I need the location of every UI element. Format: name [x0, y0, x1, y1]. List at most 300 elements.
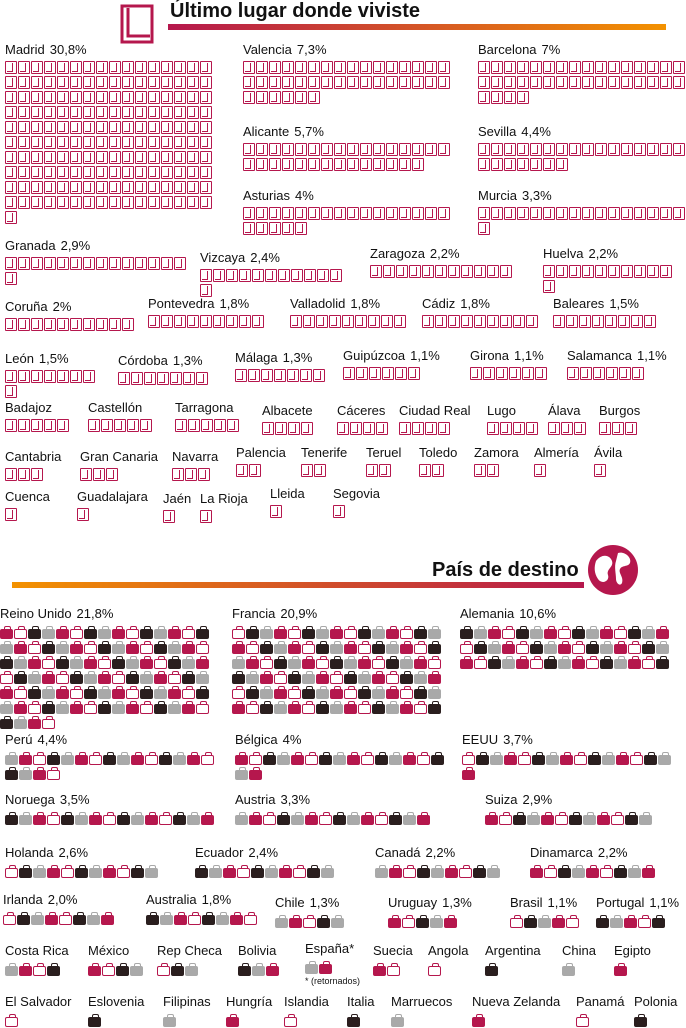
icon-group — [236, 464, 296, 479]
suitcase-icon — [445, 868, 458, 878]
item-name: Navarra — [172, 449, 219, 464]
icon-group — [543, 265, 683, 295]
suitcase-icon — [101, 915, 114, 925]
book-icon — [412, 158, 424, 171]
suitcase-icon — [173, 755, 186, 765]
suitcase-icon — [28, 644, 41, 654]
item-label — [5, 299, 135, 314]
item-name: España* — [305, 941, 355, 956]
suitcase-icon — [562, 966, 575, 976]
book-icon — [239, 315, 251, 328]
book-icon — [412, 207, 424, 220]
suitcase-icon — [279, 868, 292, 878]
globe-icon — [586, 543, 640, 597]
suitcase-icon — [140, 659, 153, 669]
book-icon — [83, 370, 95, 383]
item-name: Badajoz — [5, 400, 52, 415]
pictogram-item — [333, 486, 380, 520]
book-icon — [612, 422, 624, 435]
pictogram-item — [5, 845, 185, 879]
book-icon — [70, 91, 82, 104]
item-name: Panamá — [576, 994, 625, 1009]
suitcase-icon — [47, 755, 60, 765]
suitcase-icon — [386, 689, 399, 699]
pictogram-item — [510, 895, 590, 929]
suitcase-icon — [274, 629, 287, 639]
icon-group — [163, 510, 203, 525]
item-label — [262, 403, 332, 418]
book-icon — [474, 265, 486, 278]
book-icon — [360, 61, 372, 74]
book-icon — [530, 207, 542, 220]
item-name: Suiza — [485, 792, 518, 807]
book-icon — [368, 315, 380, 328]
suitcase-icon — [117, 815, 130, 825]
pictogram-item — [576, 994, 636, 1028]
icon-group — [462, 751, 682, 781]
item-name: Barcelona — [478, 42, 537, 57]
suitcase-icon — [600, 868, 613, 878]
book-icon — [308, 61, 320, 74]
book-icon — [334, 76, 346, 89]
book-icon — [174, 121, 186, 134]
suitcase-icon — [333, 755, 346, 765]
suitcase-icon — [307, 868, 320, 878]
item-name: Lugo — [487, 403, 516, 418]
book-icon — [96, 91, 108, 104]
suitcase-icon — [490, 755, 503, 765]
book-icon — [5, 196, 17, 209]
item-name: Valencia — [243, 42, 292, 57]
item-name: Valladolid — [290, 296, 346, 311]
book-icon — [360, 158, 372, 171]
pictogram-item — [236, 445, 296, 479]
icon-group — [148, 315, 268, 330]
suitcase-icon — [428, 689, 441, 699]
book-icon — [31, 91, 43, 104]
pictogram-item — [163, 994, 233, 1028]
book-icon — [161, 121, 173, 134]
suitcase-icon — [541, 815, 554, 825]
book-icon — [57, 257, 69, 270]
item-percent: 5,7% — [294, 124, 324, 139]
pictogram-item — [5, 792, 225, 826]
suitcase-icon — [389, 868, 402, 878]
suitcase-icon — [19, 755, 32, 765]
book-icon — [347, 207, 359, 220]
suitcase-icon — [431, 755, 444, 765]
suitcase-icon — [89, 815, 102, 825]
book-icon — [96, 136, 108, 149]
suitcase-icon — [444, 918, 457, 928]
suitcase-icon — [33, 868, 46, 878]
item-name: Francia — [232, 606, 276, 621]
book-icon — [83, 181, 95, 194]
book-icon — [300, 369, 312, 382]
item-name: México — [88, 943, 130, 958]
icon-group — [200, 269, 350, 299]
book-icon — [148, 76, 160, 89]
book-icon — [31, 370, 43, 383]
suitcase-icon — [195, 868, 208, 878]
book-icon — [200, 61, 212, 74]
suitcase-icon — [488, 644, 501, 654]
suitcase-icon — [160, 915, 173, 925]
book-icon — [282, 143, 294, 156]
item-percent: 1,5% — [38, 351, 69, 366]
book-icon — [621, 207, 633, 220]
book-icon — [567, 367, 579, 380]
item-name: Baleares — [553, 296, 605, 311]
suitcase-icon — [358, 659, 371, 669]
book-icon — [77, 508, 89, 521]
book-icon — [295, 143, 307, 156]
suitcase-icon — [319, 755, 332, 765]
suitcase-icon — [358, 629, 371, 639]
item-percent: 2,6% — [58, 845, 89, 860]
book-icon — [174, 166, 186, 179]
book-icon — [187, 166, 199, 179]
book-icon — [256, 143, 268, 156]
suitcase-icon — [140, 644, 153, 654]
book-icon — [282, 207, 294, 220]
icon-group — [5, 370, 105, 400]
book-icon — [386, 76, 398, 89]
book-icon — [96, 257, 108, 270]
item-name: Ciudad Real — [399, 403, 471, 418]
book-icon — [70, 166, 82, 179]
book-icon — [18, 76, 30, 89]
suitcase-icon — [597, 815, 610, 825]
book-icon — [321, 158, 333, 171]
item-percent: 1,8% — [460, 296, 490, 311]
item-percent: 2,9% — [522, 792, 553, 807]
suitcase-icon — [474, 644, 487, 654]
item-name: Noruega — [5, 792, 55, 807]
suitcase-icon — [344, 644, 357, 654]
suitcase-icon — [14, 644, 27, 654]
item-name: Teruel — [366, 445, 402, 460]
item-name: Italia — [347, 994, 375, 1009]
pictogram-item — [157, 943, 237, 977]
book-icon — [316, 315, 328, 328]
item-label — [80, 449, 158, 464]
suitcase-icon — [260, 674, 273, 684]
book-icon — [88, 419, 100, 432]
book-icon — [556, 61, 568, 74]
suitcase-icon — [583, 815, 596, 825]
book-icon — [383, 265, 395, 278]
suitcase-icon — [126, 704, 139, 714]
suitcase-icon — [403, 815, 416, 825]
book-icon — [109, 76, 121, 89]
suitcase-icon — [112, 689, 125, 699]
book-icon — [44, 166, 56, 179]
suitcase-icon — [89, 868, 102, 878]
icon-group — [175, 419, 245, 434]
book-icon — [5, 106, 17, 119]
book-icon — [595, 207, 607, 220]
book-icon — [425, 61, 437, 74]
book-icon — [31, 136, 43, 149]
book-icon — [161, 76, 173, 89]
suitcase-icon — [642, 629, 655, 639]
book-icon — [109, 61, 121, 74]
book-icon — [582, 265, 594, 278]
book-icon — [608, 207, 620, 220]
book-icon — [131, 372, 143, 385]
suitcase-icon — [159, 815, 172, 825]
book-icon — [161, 136, 173, 149]
book-icon — [543, 61, 555, 74]
book-icon — [517, 207, 529, 220]
book-icon — [174, 151, 186, 164]
item-label — [634, 994, 686, 1009]
book-icon — [647, 76, 659, 89]
item-label — [3, 892, 143, 907]
book-icon — [634, 143, 646, 156]
item-name: Zamora — [474, 445, 519, 460]
book-icon — [70, 106, 82, 119]
book-icon — [18, 61, 30, 74]
book-icon — [135, 166, 147, 179]
suitcase-icon — [130, 966, 143, 976]
book-icon — [399, 143, 411, 156]
book-icon — [5, 370, 17, 383]
icon-group — [553, 315, 673, 330]
book-icon — [269, 61, 281, 74]
suitcase-icon — [358, 704, 371, 714]
item-label — [478, 124, 686, 139]
item-label — [243, 188, 453, 203]
icon-group — [388, 914, 498, 929]
item-name: Segovia — [333, 486, 380, 501]
pictogram-item — [172, 449, 242, 483]
suitcase-icon — [226, 1017, 239, 1027]
suitcase-icon — [232, 674, 245, 684]
item-percent: 1,8% — [350, 296, 381, 311]
pictogram-item — [200, 491, 248, 525]
item-name: La Rioja — [200, 491, 248, 506]
item-label — [422, 296, 542, 311]
suitcase-icon — [201, 755, 214, 765]
book-icon — [632, 367, 644, 380]
item-label — [235, 732, 455, 747]
suitcase-icon — [400, 629, 413, 639]
item-percent: 2,4% — [248, 845, 279, 860]
suitcase-icon — [502, 629, 515, 639]
book-icon — [174, 196, 186, 209]
suitcase-icon — [472, 1017, 485, 1027]
book-icon — [432, 464, 444, 477]
book-icon — [673, 76, 685, 89]
item-label — [343, 348, 443, 363]
item-name: Ávila — [594, 445, 623, 460]
suitcase-icon — [400, 704, 413, 714]
book-icon — [200, 510, 212, 523]
book-icon — [321, 76, 333, 89]
book-icon — [18, 106, 30, 119]
suitcase-icon — [196, 704, 209, 714]
suitcase-icon — [600, 644, 613, 654]
suitcase-icon — [182, 659, 195, 669]
item-label — [594, 445, 654, 460]
pictogram-item — [270, 486, 310, 520]
book-icon — [399, 158, 411, 171]
suitcase-icon — [305, 964, 318, 974]
book-icon — [187, 106, 199, 119]
item-label — [333, 486, 380, 501]
item-percent: 20,9% — [280, 606, 318, 621]
suitcase-icon — [126, 674, 139, 684]
book-icon — [673, 61, 685, 74]
book-icon — [70, 61, 82, 74]
suitcase-icon — [610, 918, 623, 928]
item-label — [5, 238, 195, 253]
item-percent: 2,4% — [250, 250, 280, 265]
suitcase-icon — [319, 964, 332, 974]
book-icon — [605, 315, 617, 328]
suitcase-icon — [154, 704, 167, 714]
book-icon — [461, 315, 473, 328]
item-name: Angola — [428, 943, 469, 958]
suitcase-icon — [485, 966, 498, 976]
book-icon — [321, 207, 333, 220]
book-icon — [243, 207, 255, 220]
book-icon — [44, 370, 56, 383]
item-label — [460, 606, 680, 621]
suitcase-icon — [373, 966, 386, 976]
book-icon — [438, 422, 450, 435]
book-icon — [478, 143, 490, 156]
item-label — [596, 895, 686, 910]
suitcase-icon — [614, 644, 627, 654]
book-icon — [200, 106, 212, 119]
item-label — [373, 943, 423, 958]
pictogram-item — [596, 895, 686, 929]
suitcase-icon — [574, 755, 587, 765]
book-icon — [599, 422, 611, 435]
suitcase-icon — [652, 918, 665, 928]
book-icon — [174, 61, 186, 74]
suitcase-icon — [246, 629, 259, 639]
pictogram-item — [337, 403, 407, 437]
book-icon — [109, 151, 121, 164]
suitcase-icon — [145, 755, 158, 765]
item-label — [462, 732, 682, 747]
suitcase-icon — [70, 659, 83, 669]
item-name: Huelva — [543, 246, 584, 261]
pictogram-item — [485, 792, 665, 826]
item-label — [366, 445, 426, 460]
book-icon — [592, 315, 604, 328]
book-icon — [619, 367, 631, 380]
book-icon — [174, 106, 186, 119]
icon-group — [5, 751, 225, 781]
suitcase-icon — [216, 915, 229, 925]
book-icon — [122, 61, 134, 74]
item-label — [235, 792, 455, 807]
book-icon — [373, 76, 385, 89]
book-icon — [235, 369, 247, 382]
suitcase-icon — [168, 629, 181, 639]
book-icon — [161, 181, 173, 194]
book-icon — [148, 121, 160, 134]
book-icon — [70, 121, 82, 134]
book-icon — [580, 367, 592, 380]
book-icon — [269, 143, 281, 156]
book-icon — [135, 181, 147, 194]
suitcase-icon — [316, 689, 329, 699]
suitcase-icon — [375, 868, 388, 878]
suitcase-icon — [246, 659, 259, 669]
book-icon — [83, 61, 95, 74]
suitcase-icon — [344, 629, 357, 639]
book-icon — [83, 121, 95, 134]
item-label — [243, 42, 453, 57]
suitcase-icon — [14, 629, 27, 639]
suitcase-icon — [302, 689, 315, 699]
item-label — [290, 296, 410, 311]
book-icon — [5, 318, 17, 331]
book-icon — [96, 318, 108, 331]
item-name: Perú — [5, 732, 33, 747]
book-icon — [487, 464, 499, 477]
book-icon — [31, 121, 43, 134]
book-icon — [517, 76, 529, 89]
pictogram-item — [422, 296, 542, 330]
suitcase-icon — [5, 815, 18, 825]
item-name: Reino Unido — [0, 606, 72, 621]
book-icon — [491, 91, 503, 104]
suitcase-icon — [14, 719, 27, 729]
suitcase-icon — [389, 815, 402, 825]
suitcase-icon — [265, 868, 278, 878]
suitcase-icon — [414, 629, 427, 639]
suitcase-icon — [316, 704, 329, 714]
suitcase-icon — [249, 755, 262, 765]
icon-group — [5, 508, 45, 523]
pictogram-item — [3, 892, 143, 926]
item-percent: 1,1% — [547, 895, 578, 910]
book-icon — [582, 76, 594, 89]
suitcase-icon — [42, 689, 55, 699]
suitcase-icon — [70, 644, 83, 654]
icon-group — [5, 962, 85, 977]
icon-group — [530, 864, 680, 879]
book-icon — [44, 76, 56, 89]
item-name: Cáceres — [337, 403, 386, 418]
book-icon — [96, 151, 108, 164]
item-label — [0, 606, 220, 621]
book-icon — [187, 136, 199, 149]
book-icon — [239, 269, 251, 282]
suitcase-icon — [154, 689, 167, 699]
book-icon — [647, 265, 659, 278]
book-icon — [200, 315, 212, 328]
book-icon — [80, 468, 92, 481]
suitcase-icon — [28, 674, 41, 684]
book-icon — [269, 91, 281, 104]
book-icon — [373, 207, 385, 220]
book-icon — [18, 370, 30, 383]
suitcase-icon — [84, 659, 97, 669]
book-icon — [83, 136, 95, 149]
item-percent: 1,8% — [201, 892, 232, 907]
book-icon — [5, 257, 17, 270]
book-icon — [478, 61, 490, 74]
suitcase-icon — [372, 704, 385, 714]
